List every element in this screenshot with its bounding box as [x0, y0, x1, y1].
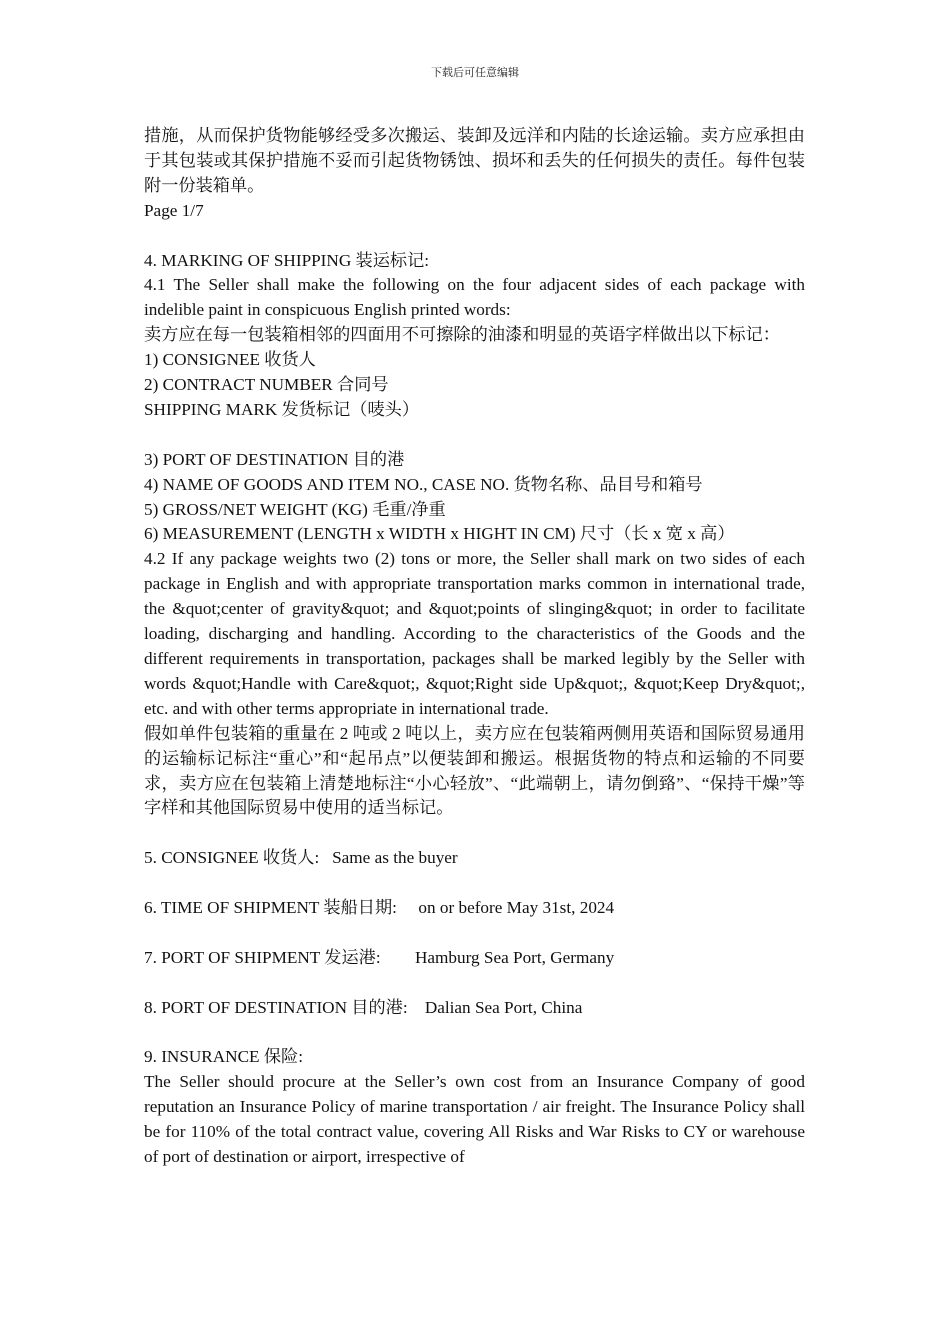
section-4-2-chinese: 假如单件包装箱的重量在 2 吨或 2 吨以上，卖方应在包装箱两侧用英语和国际贸易通用的运输标记标注“重心”和“起吊点”以便装卸和搬运。根据货物的特点和运输的不同要求，卖方应在包装箱上清楚地标注“小心轻放”、“此端朝上，请勿倒臵”、“保持干燥”等字样和其他国际贸易中使用的适当标记。 — [144, 723, 805, 818]
document-body — [144, 124, 805, 1170]
blank-line — [144, 821, 805, 846]
section-4-2-english: 4.2 If any package weights two (2) tons or more, the Seller shall mark on two sides of each package in English and with appropriate transportation marks common in international trade, the &quot;center of gravity&quot; and &quot;points of slinging&quot; in order to facilitate loading, discharging and handling. According to the characteristics of the Goods and the different requirements in transportation, packages shall be marked legibly by the Seller with words &quot;Handle with Care&quot;, &quot;Right side Up&quot;, &quot;Keep Dry&quot;, etc. and with other terms appropriate in international trade. — [144, 549, 805, 718]
blank-line — [144, 423, 805, 448]
page-header: 下载后可任意编辑 — [431, 67, 519, 79]
section-6-shipment-time — [144, 896, 805, 921]
section-4-title: 4. MARKING OF SHIPPING 装运标记: — [144, 250, 430, 270]
shipping-mark-line: SHIPPING MARK 发货标记（唛头） — [144, 399, 420, 419]
section-8-port-of-destination — [144, 996, 805, 1021]
consignee-value: Same as the buyer — [332, 848, 458, 868]
port-of-shipment-value: Hamburg Sea Port, Germany — [415, 947, 615, 967]
blank-line — [144, 971, 805, 996]
marking-item-4: 4) NAME OF GOODS AND ITEM NO., CASE NO. 货物名称、品目号和箱号 — [144, 474, 703, 494]
blank-line — [144, 921, 805, 946]
marking-item-3: 3) PORT OF DESTINATION 目的港 — [144, 449, 405, 469]
section-7-port-of-shipment — [144, 946, 805, 971]
blank-line — [144, 224, 805, 249]
section-5-consignee — [144, 846, 805, 871]
section-9-english: The Seller should procure at the Seller’s own cost from an Insurance Company of good reputation an Insurance Policy of marine transportation / air freight. The Insurance Policy shall be for 110% of the total contract value, covering All Risks and War Risks to CY or warehouse of port of destination or airport, irrespective of — [144, 1072, 805, 1167]
blank-line — [144, 871, 805, 896]
section-4-1-chinese: 卖方应在每一包装箱相邻的四面用不可擦除的油漆和明显的英语字样做出以下标记： — [144, 325, 780, 345]
port-of-destination-value: Dalian Sea Port, China — [424, 997, 583, 1017]
marking-item-1: 1) CONSIGNEE 收货人 — [144, 350, 316, 370]
port-of-shipment-label: 7. PORT OF SHIPMENT 发运港: — [144, 947, 381, 967]
section-9-title: 9. INSURANCE 保险: — [144, 1047, 303, 1067]
intro-paragraph: 措施，从而保护货物能够经受多次搬运、装卸及远洋和内陆的长途运输。卖方应承担由于其包装或其保护措施不妥而引起货物锈蚀、损坏和丢失的任何损失的责任。每件包装附一份装箱单。 — [144, 126, 805, 195]
section-4-1-english: 4.1 The Seller shall make the following on the four adjacent sides of each package with indelible paint in conspicuous English printed words: — [144, 275, 805, 320]
shipment-time-label: 6. TIME OF SHIPMENT 装船日期: — [144, 898, 397, 918]
blank-line — [144, 1021, 805, 1046]
port-of-destination-label: 8. PORT OF DESTINATION 目的港: — [144, 997, 408, 1017]
shipment-time-value: on or before May 31st, 2024 — [418, 898, 615, 918]
marking-item-2: 2) CONTRACT NUMBER 合同号 — [144, 375, 389, 395]
page-number: Page 1/7 — [144, 200, 204, 220]
marking-item-6: 6) MEASUREMENT (LENGTH x WIDTH x HIGHT IN CM) 尺寸（长 x 宽 x 高） — [144, 524, 735, 544]
consignee-label: 5. CONSIGNEE 收货人: — [144, 848, 320, 868]
marking-item-5: 5) GROSS/NET WEIGHT (KG) 毛重/净重 — [144, 499, 446, 519]
